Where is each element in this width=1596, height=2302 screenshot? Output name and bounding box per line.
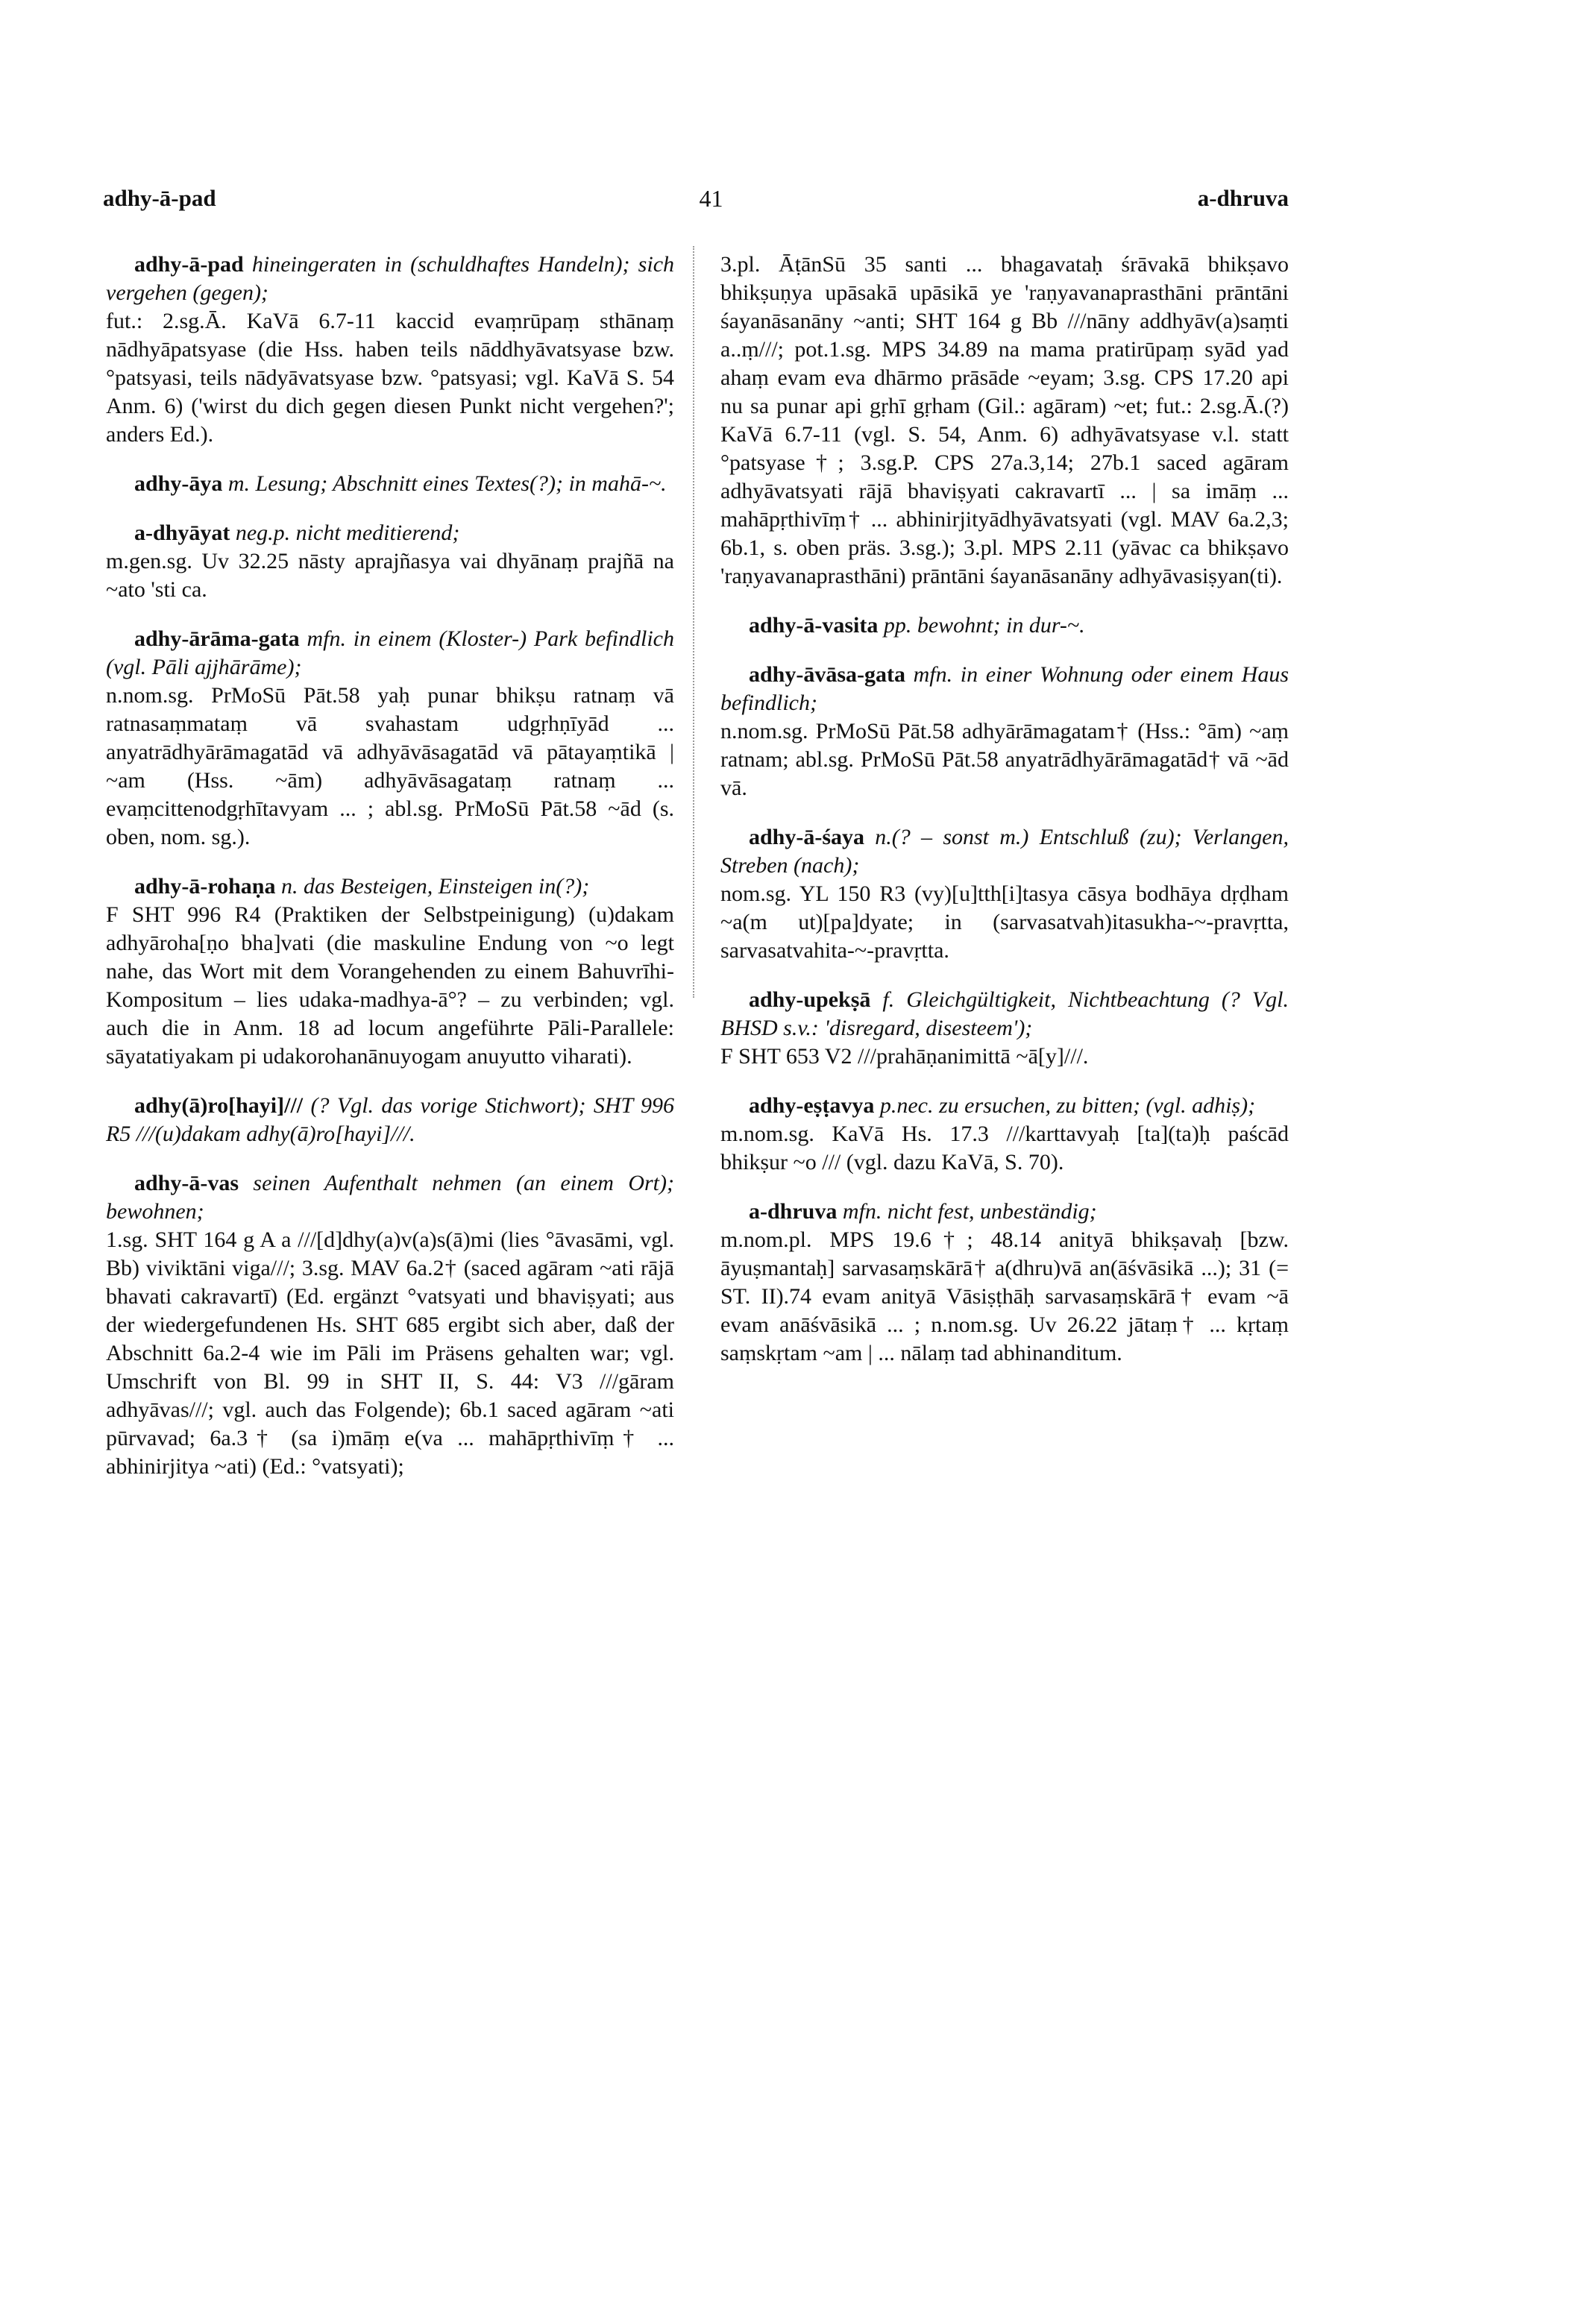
dictionary-entry <box>106 470 674 498</box>
entry-body: n.nom.sg. PrMoSū Pāt.58 yaḥ punar bhikṣu ratnaṃ vā ratnasaṃmataṃ vā svahastam udgṛhṇīyād ... anyatrādhyārāmagatād vā adhyāvāsagatād vā pātayaṃtikā | ~am (Hss. ~ām) adhyāvāsagataṃ ratnaṃ ... evaṃcittenodgṛhītavyam ... ; abl.sg. PrMoSū Pāt.58 ~ād (s. oben, nom. sg.). <box>106 683 674 849</box>
running-head-left: adhy-ā-pad <box>103 185 216 211</box>
left-column <box>106 251 674 1502</box>
entry-headword: adhy-ā-vas <box>134 1171 239 1195</box>
entry-gloss: (? Vgl. das vorige Stichwort); SHT 996 R5 ///(u)dakam adhy(ā)ro[hayi]///. <box>106 1093 674 1146</box>
entry-body: n.nom.sg. PrMoSū Pāt.58 adhyārāmagatam† (Hss.: °ām) ~aṃ ratnam; abl.sg. PrMoSū Pāt.58 anyatrādhyārāmagatād† vā ~ād vā. <box>720 719 1289 800</box>
entry-gloss: hineingeraten in (schuldhaftes Handeln); sich vergehen (gegen); <box>106 252 675 305</box>
dictionary-entry <box>106 1092 674 1148</box>
entry-body: F SHT 996 R4 (Praktiken der Selbstpeinigung) (u)dakam adhyāroha[ṇo bha]vati (die maskuline Endung von ~o legt nahe, das Wort mit dem Vorangehenden zu einem Bahuvrīhi-Kompositum – lies udaka-madhya-ā°? – zu verbinden; vgl. auch die in Anm. 18 ad locum angeführte Pāli-Parallele: sāyatatiyakam pi udakorohanānuyogam anuyutto viharati). <box>106 902 674 1069</box>
entry-gloss: m. Lesung; Abschnitt eines Textes(?); in mahā-~. <box>227 471 667 496</box>
dictionary-entry <box>720 611 1289 640</box>
entry-body: fut.: 2.sg.Ā. KaVā 6.7-11 kaccid evaṃrūpaṃ sthānaṃ nādhyāpatsyase (die Hss. haben teils nāddhyāvatsyase bzw. °patsyasi, teils nādyāvatsyase bzw. °patsyasi; vgl. KaVā S. 54 Anm. 6) ('wirst du dich gegen diesen Punkt nicht vergehen?'; anders Ed.). <box>106 309 674 447</box>
dictionary-entry <box>106 251 674 449</box>
entry-body: 1.sg. SHT 164 g A a ///[d]dhy(a)v(a)s(ā)mi (lies °āvasāmi, vgl. Bb) viviktāni viga///; 3.sg. MAV 6a.2† (saced agāram ~ati rājā bhavati cakravartī) (Ed. ergänzt °vatsyati und bhaviṣyati; aus der wiedergefundenen Hs. SHT 685 ergibt sich aber, daß der Abschnitt 6a.2-4 wie im Pāli im Präsens gehalten war; vgl. Umschrift von Bl. 99 in SHT II, S. 44: V3 ///gāram adhyāvas///; vgl. auch das Folgende); 6b.1 saced agāram ~ati pūrvavad; 6a.3† (sa i)māṃ e(va ... mahāpṛthivīṃ† ... abhinirjitya ~ati) (Ed.: °vatsyati); <box>106 1227 674 1479</box>
dictionary-entry <box>106 625 674 852</box>
entry-body: m.gen.sg. Uv 32.25 nāsty aprajñasya vai dhyānaṃ prajñā na ~ato 'sti ca. <box>106 549 674 602</box>
entry-gloss: n.(? – sonst m.) Entschluß (zu); Verlangen, Streben (nach); <box>720 825 1289 878</box>
entry-headword: a-dhyāyat <box>134 521 230 545</box>
dictionary-entry <box>720 251 1289 591</box>
entry-body: F SHT 653 V2 ///prahāṇanimittā ~ā[y]///. <box>720 1044 1089 1069</box>
dictionary-entry <box>720 1198 1289 1368</box>
entry-headword: adhy-ārāma-gata <box>134 626 300 651</box>
dictionary-entry <box>720 1092 1289 1177</box>
entry-headword: a-dhruva <box>749 1199 838 1224</box>
dictionary-entry <box>106 872 674 1071</box>
dictionary-entry <box>720 661 1289 802</box>
entry-gloss: mfn. nicht fest, unbeständig; <box>842 1199 1097 1224</box>
page-number: 41 <box>699 185 723 212</box>
right-column <box>720 251 1289 1389</box>
dictionary-entry <box>106 1169 674 1481</box>
entry-headword: adhy-upekṣā <box>749 987 871 1012</box>
entry-headword: adhy-ā-śaya <box>749 825 865 849</box>
entry-gloss: f. Gleichgültigkeit, Nichtbeachtung (? Vgl. BHSD s.v.: 'disregard, disesteem'); <box>720 987 1289 1040</box>
dictionary-entry <box>720 986 1289 1071</box>
entry-headword: adhy-ā-rohaṇa <box>134 874 276 899</box>
column-divider <box>693 246 694 998</box>
entry-gloss: neg.p. nicht meditierend; <box>235 521 460 545</box>
entry-body: m.nom.pl. MPS 19.6†; 48.14 anityā bhikṣavaḥ [bzw. āyuṣmantaḥ] sarvasaṃskārā† a(dhru)vā an(āśvāsikā ...); 31 (= ST. II).74 evam anityā Vāsiṣṭhāḥ sarvasaṃskārā† evam ~ā evam anāśvāsikā ... ; n.nom.sg. Uv 26.22 jātaṃ† ... kṛtaṃ saṃskṛtam ~am | ... nālaṃ tad abhinanditum. <box>720 1227 1289 1365</box>
entry-gloss: n. das Besteigen, Einsteigen in(?); <box>281 874 590 899</box>
entry-gloss: pp. bewohnt; in dur-~. <box>883 613 1085 638</box>
entry-body: m.nom.sg. KaVā Hs. 17.3 ///karttavyaḥ [ta](ta)ḥ paścād bhikṣur ~o /// (vgl. dazu KaVā, S. 70). <box>720 1122 1289 1174</box>
entry-gloss: seinen Aufenthalt nehmen (an einem Ort); bewohnen; <box>106 1171 675 1224</box>
entry-body: 3.pl. ĀṭānSū 35 santi ... bhagavataḥ śrāvakā bhikṣavo bhikṣuṇya upāsakā upāsikā ye 'raṇyavanaprasthāni prāntāni śayanāsanāny ~anti; SHT 164 g Bb ///nāny addhyāv(a)saṃti a..ṃ///; pot.1.sg. MPS 34.89 na mama pratirūpaṃ syād yad ahaṃ evam eva dhārmo prāsāde ~eyam; 3.sg. CPS 17.20 api nu sa punar api gṛhī gṛham (Gil.: agāram) ~et; fut.: 2.sg.Ā.(?) KaVā 6.7-11 (vgl. S. 54, Anm. 6) adhyāvatsyase v.l. statt °patsyase†; 3.sg.P. CPS 27a.3,14; 27b.1 saced agāram adhyāvatsyati rājā bhaviṣyati cakravartī ... | sa imāṃ ... mahāpṛthivīṃ† ... abhinirjityādhyāvatsyati (vgl. MAV 6a.2,3; 6b.1, s. oben präs. 3.sg.); 3.pl. MPS 2.11 (yāvac ca bhikṣavo 'raṇyavanaprasthāni) prāntāni śayanāsanāny adhyāvasiṣyan(ti). <box>720 252 1289 588</box>
running-head-right: a-dhruva <box>1197 185 1289 211</box>
entry-headword: adhy(ā)ro[hayi]/// <box>134 1093 304 1118</box>
entry-gloss: p.nec. zu ersuchen, zu bitten; (vgl. adhiṣ); <box>879 1093 1256 1118</box>
entry-headword: adhy-eṣṭavya <box>749 1093 875 1118</box>
entry-gloss: mfn. in einer Wohnung oder einem Haus befindlich; <box>720 662 1289 715</box>
entry-headword: adhy-ā-pad <box>134 252 244 277</box>
entry-body: nom.sg. YL 150 R3 (vy)[u]tth[i]tasya cāsya bodhāya dṛḍham ~a(m ut)[pa]dyate; in (sarvasatvah)itasukha-~-pravṛtta, sarvasatvahita-~-pravṛtta. <box>720 881 1289 963</box>
dictionary-entry <box>106 519 674 604</box>
dictionary-entry <box>720 823 1289 965</box>
entry-gloss: mfn. in einem (Kloster-) Park befindlich (vgl. Pāli ajjhārāme); <box>106 626 674 679</box>
entry-headword: adhy-āvāsa-gata <box>749 662 906 687</box>
entry-headword: adhy-ā-vasita <box>749 613 879 638</box>
entry-headword: adhy-āya <box>134 471 223 496</box>
